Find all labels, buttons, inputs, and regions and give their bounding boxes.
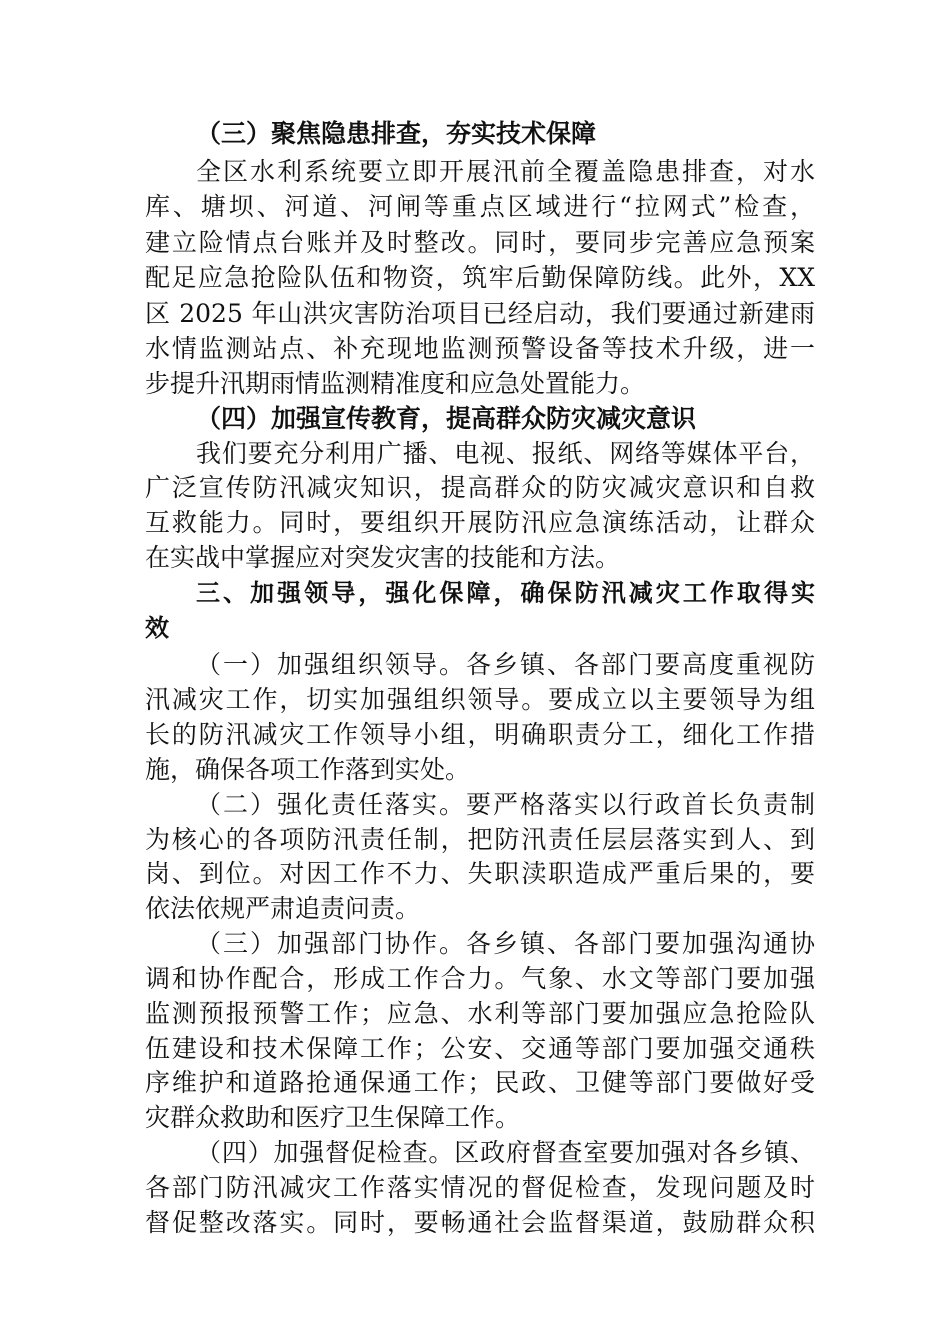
paragraph-line: （一）加强组织领导。各乡镇、各部门要高度重视防 — [196, 650, 815, 679]
paragraph-line: 施，确保各项工作落到实处。 — [145, 755, 471, 784]
paragraph-line: 依法依规严肃追责问责。 — [145, 894, 421, 923]
paragraph-line: 水情监测站点、补充现地监测预警设备等技术升级，进一 — [145, 334, 815, 363]
paragraph-line: 伍建设和技术保障工作；公安、交通等部门要加强交通秩 — [145, 1034, 815, 1063]
paragraph-line: 互救能力。同时，要组织开展防汛应急演练活动，让群众 — [145, 508, 815, 537]
paragraph-line: 岗、到位。对因工作不力、失职渎职造成严重后果的，要 — [145, 859, 815, 888]
paragraph-line: 督促整改落实。同时，要畅通社会监督渠道，鼓励群众积 — [145, 1208, 815, 1237]
paragraph-line: 步提升汛期雨情监测精准度和应急处置能力。 — [145, 369, 646, 398]
paragraph-line: （四）加强督促检查。区政府督查室要加强对各乡镇、 — [196, 1138, 815, 1167]
paragraph-line: （二）强化责任落实。要严格落实以行政首长负责制 — [196, 790, 815, 819]
paragraph-line: 区 2025 年山洪灾害防治项目已经启动，我们要通过新建雨 — [145, 299, 815, 328]
paragraph-line: 各部门防汛减灾工作落实情况的督促检查，发现问题及时 — [145, 1173, 815, 1202]
subheading-three: （三）聚焦隐患排查，夯实技术保障 — [196, 119, 597, 148]
paragraph-line: 监测预报预警工作；应急、水利等部门要加强应急抢险队 — [145, 999, 815, 1028]
paragraph-line: 序维护和道路抢通保通工作；民政、卫健等部门要做好受 — [145, 1068, 815, 1097]
paragraph-line: 长的防汛减灾工作领导小组，明确职责分工，细化工作措 — [145, 720, 815, 749]
paragraph-line: 灾群众救助和医疗卫生保障工作。 — [145, 1103, 521, 1132]
paragraph-line: 库、塘坝、河道、河闸等重点区域进行“拉网式”检查， — [145, 192, 815, 221]
paragraph-line: 汛减灾工作，切实加强组织领导。要成立以主要领导为组 — [145, 685, 815, 714]
paragraph-line: 调和协作配合，形成工作合力。气象、水文等部门要加强 — [145, 964, 815, 993]
section-heading-continued: 效 — [145, 614, 169, 642]
paragraph-line: 建立险情点台账并及时整改。同时，要同步完善应急预案 — [145, 228, 815, 257]
paragraph-line: 全区水利系统要立即开展汛前全覆盖隐患排查，对水 — [196, 157, 815, 186]
paragraph-line: 在实战中掌握应对突发灾害的技能和方法。 — [145, 543, 621, 572]
paragraph-line: 为核心的各项防汛责任制，把防汛责任层层落实到人、到 — [145, 825, 815, 854]
paragraph-line: 广泛宣传防汛减灾知识，提高群众的防灾减灾意识和自救 — [145, 473, 815, 502]
paragraph-line: （三）加强部门协作。各乡镇、各部门要加强沟通协 — [196, 929, 815, 958]
section-heading: 三、加强领导，强化保障，确保防汛减灾工作取得实 — [196, 579, 815, 607]
paragraph-line: 配足应急抢险队伍和物资，筑牢后勤保障防线。此外，XX — [145, 263, 815, 292]
subheading-four: （四）加强宣传教育，提高群众防灾减灾意识 — [196, 404, 697, 433]
paragraph-line: 我们要充分利用广播、电视、报纸、网络等媒体平台， — [196, 439, 815, 468]
